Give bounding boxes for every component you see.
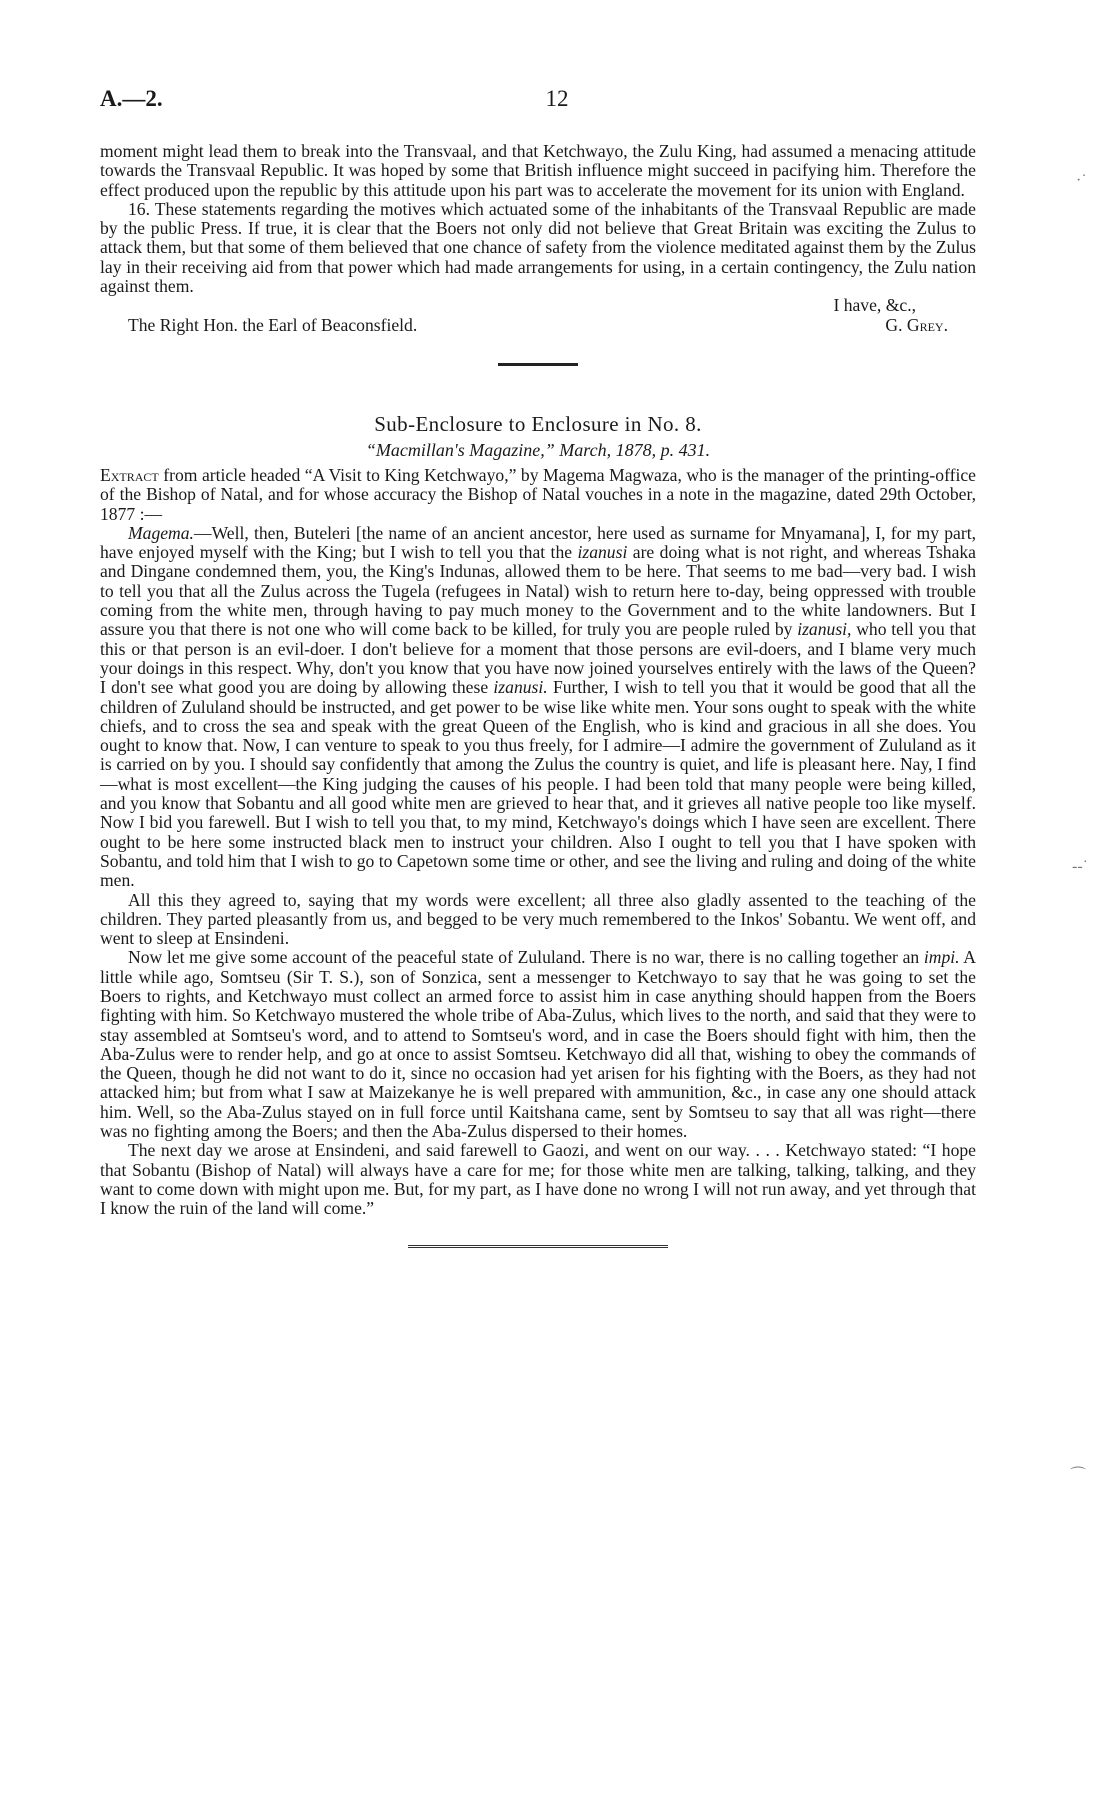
extract-intro: Extract from article headed “A Visit to King Ketchwayo,” by Magema Magwaza, who is the manager of the printing-office of the Bishop of Natal, and for whose accuracy the Bishop of Natal vouches in a note in the magazine, dated 29th October, 1877 :— bbox=[100, 464, 976, 524]
paragraph-16: 16. These statements regarding the motives which actuated some of the inhabitants of the Transvaal Republic are made by the public Press. If true, it is clear that the Boers not only did not believe that Great Britain was exciting the Zulus to attack them, but that some of them believed that one chance of safety from the violence meditated against them by the Zulus lay in their receiving aid from that power which had made arrangements for using, in a certain contingency, the Zulu nation against them. bbox=[100, 198, 976, 297]
signature: G. Grey. bbox=[885, 314, 948, 335]
page-header bbox=[100, 86, 1014, 116]
closing-line bbox=[100, 296, 976, 315]
end-rule bbox=[408, 1245, 668, 1248]
continued-paragraph: moment might lead them to break into the Transvaal, and that Ketchwayo, the Zulu King, had assumed a menacing attitude towards the Transvaal Republic. It was hoped by some that British influence might succeed in pacifying him. Therefore the effect produced upon the republic by this attitude upon his part was to accelerate the movement for its union with England. bbox=[100, 141, 976, 200]
addressee: The Right Hon. the Earl of Beaconsfield. bbox=[128, 314, 418, 335]
margin-mark: ·˙ bbox=[1076, 172, 1087, 189]
magema-speech: Magema.—Well, then, Buteleri [the name of an ancient ancestor, here used as surname for Mnyamana], I, for my part, have enjoyed myself with the King; but I wish to tell you that the izanusi are doing what is not right, and whereas Tshaka and Dingane condemned them, you, the King's Indunas, allowed them to be here. That seems to me bad—very bad. I wish to tell you that all the Zulus across the Tugela (refugees in Natal) wish to return here to-day, being oppressed with trouble coming from the white men, through having to pay much money to the Government and to the white landowners. But I assure you that there is not one who will come back to be killed, for truly you are people ruled by izanusi, who tell you that this or that person is an evil-doer. I don't believe for a moment that those persons are evil-doers, and I blame very much your doings in this respect. Why, don't you know that you have now joined yourselves entirely with the laws of the Queen? I don't see what good you are doing by allowing these izanusi. Further, I wish to tell you that it would be good that all the children of Zululand should be instructed, and get power to be wise like white men. Your sons ought to speak with the white chiefs, and to cross the sea and speak with the great Queen of the English, who is kind and gracious in all she does. You ought to know that. Now, I can venture to speak to you thus freely, for I admire—I admire the government of Zululand as it is carried on by you. I should say confidently that among the Zulus the country is quiet, and life is pleasant here. Nay, I find—what is most excellent—the King judging the causes of his people. I had been told that many people were being killed, and you know that Sobantu and all good white men are grieved to hear that, and it grieves all native people too like myself. Now I bid you farewell. But I wish to tell you that, to my mind, Ketchwayo's doings which I have seen are excellent. There ought to be here some instructed black men to instruct your children. Also I ought to tell you that I have spoken with Sobantu, and told him that I wish to go to Capetown some time or other, and see the living and ruling and doing of the white men. bbox=[100, 522, 976, 891]
peace-paragraph: Now let me give some account of the peaceful state of Zululand. There is no war, there is no calling together an impi. A little while ago, Somtseu (Sir T. S.), son of Sonzica, sent a messenger to Ketchwayo to say that he was going to set the Boers to rights, and Ketchwayo must collect an armed force to assist him in case anything should happen from the Boers fighting with him. So Ketchwayo mustered the whole tribe of Aba-Zulus, which lives to the north, and said that they were to stay assembled at Somtseu's word, and to attend to Somtseu's word, and in case the Boers should fight with him, then the Aba-Zulus were to render help, and go at once to assist Somtseu. Ketchwayo did all that, wishing to obey the commands of the Queen, though he did not want to do it, since no occasion had yet arisen for his fighting with the Boers, as they had not attacked him; but from what I saw at Maizekanye he is well prepared with ammunition, &c., in case any one should attack him. Well, so the Aba-Zulus stayed on in full force until Kaitshana came, sent by Somtseu to say that all was right—there was no fighting among the Boers; and then the Aba-Zulus dispersed to their homes. bbox=[100, 947, 976, 1142]
section-title: Sub-Enclosure to Enclosure in No. 8. bbox=[374, 411, 702, 436]
speaker-name: Magema. bbox=[128, 522, 194, 543]
extract-label: Extract bbox=[100, 464, 159, 485]
signature-line bbox=[100, 316, 976, 335]
document-reference: A.—2. bbox=[100, 86, 163, 111]
margin-mark: -‐˙ bbox=[1072, 858, 1088, 875]
margin-mark: ⌒ bbox=[1070, 1467, 1087, 1484]
section-subtitle: “Macmillan's Magazine,” March, 1878, p. 431. bbox=[365, 439, 711, 460]
page-number: 12 bbox=[545, 86, 569, 111]
agreed-paragraph: All this they agreed to, saying that my words were excellent; all three also gladly assented to the teaching of the children. They parted pleasantly from us, and begged to be very much remembered to the Inkos' Sobantu. We went off, and went to sleep at Ensindeni. bbox=[100, 889, 976, 949]
next-day-paragraph: The next day we arose at Ensindeni, and said farewell to Gaozi, and went on our way. . . . Ketchwayo stated: “I hope that Sobantu (Bishop of Natal) will always have a care for me; for those white men are talking, talking, talking, and they want to come down with might upon me. But, for my part, as I have done no wrong I will not run away, and yet through that I know the ruin of the land will come.” bbox=[100, 1140, 976, 1219]
closing-text: I have, &c., bbox=[833, 295, 916, 316]
page-content bbox=[100, 142, 976, 1248]
